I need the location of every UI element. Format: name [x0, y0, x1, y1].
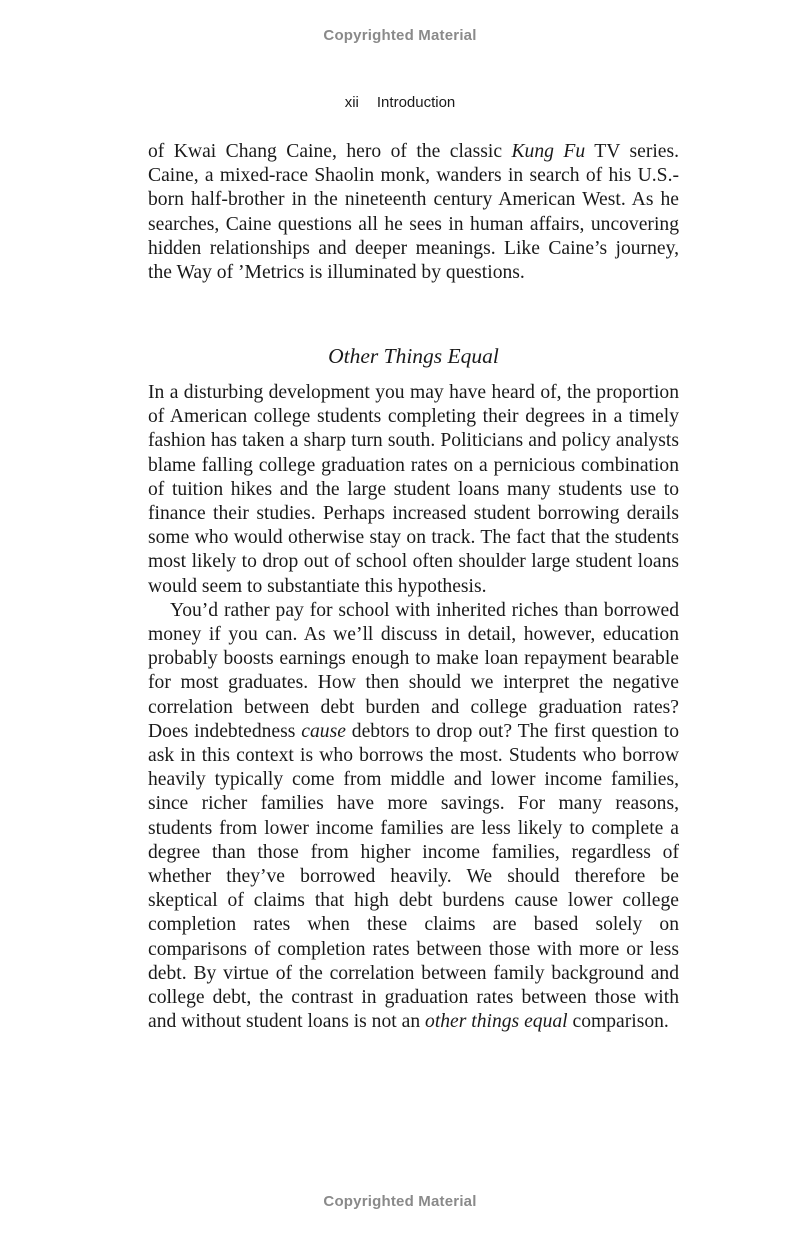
section-heading: Other Things Equal	[328, 344, 499, 368]
section-body	[148, 381, 679, 1034]
paragraph-text: of Kwai Chang Caine, hero of the classic	[148, 141, 512, 162]
copyright-watermark-bottom: Copyrighted Material	[323, 1193, 477, 1210]
running-head	[0, 94, 800, 111]
body-paragraph-1: In a disturbing development you may have heard of, the proportion of American college students completing their degrees in a timely fashion has taken a sharp turn south. Politicians and policy analysts blame falling college graduation rates on a pernicious combination of tuition hikes and the large student loans many students use to finance their studies. Perhaps increased student borrowing derails some who would otherwise stay on track. The fact that the students most likely to drop out of school often shoulder large student loans would seem to substantiate this hypothesis.	[148, 382, 679, 597]
emphasis-cause: cause	[301, 720, 346, 742]
paragraph-text: comparison.	[567, 1011, 669, 1033]
page-number: xii	[344, 94, 359, 111]
copyright-watermark-top: Copyrighted Material	[323, 27, 477, 44]
emphasis-other-things-equal: other things equal	[425, 1011, 568, 1033]
show-title-italic: Kung Fu	[511, 141, 586, 162]
continued-paragraph-block	[148, 140, 679, 285]
continued-paragraph	[148, 140, 679, 285]
chapter-title: Introduction	[376, 94, 456, 111]
body-paragraph-2	[148, 599, 679, 1035]
paragraph-text: TV series. Caine, a mixed-race Shaolin monk, wanders in search of his U.S.-born half-brother in the nineteenth century American West. As he searches, Caine questions all he sees in human affairs, uncovering hidden relationships and deeper meanings. Like Caine’s journey, the Way of ’Metrics is illuminated by questions.	[148, 141, 680, 284]
paragraph-text: You’d rather pay for school with inherited riches than borrowed money if you can. As we’ll discuss in detail, however, education probably boosts earnings enough to make loan repayment bearable for most graduates. How then should we interpret the negative correlation between debt burden and college graduation rates? Does indebtedness	[148, 599, 679, 742]
paragraph-text: debtors to drop out? The first question to ask in this context is who borrows the most. Students who borrow heavily typically come from middle and lower income families, since richer families have more savings. For many reasons, students from lower income families are less likely to complete a degree than those from higher income families, regardless of whether they’ve borrowed heavily. We should therefore be skeptical of claims that high debt burdens cause lower college completion rates when these claims are based solely on comparisons of completion rates between those with more or less debt. By virtue of the correlation between family background and college debt, the contrast in graduation rates between those with and without student loans is not an	[148, 720, 679, 1033]
